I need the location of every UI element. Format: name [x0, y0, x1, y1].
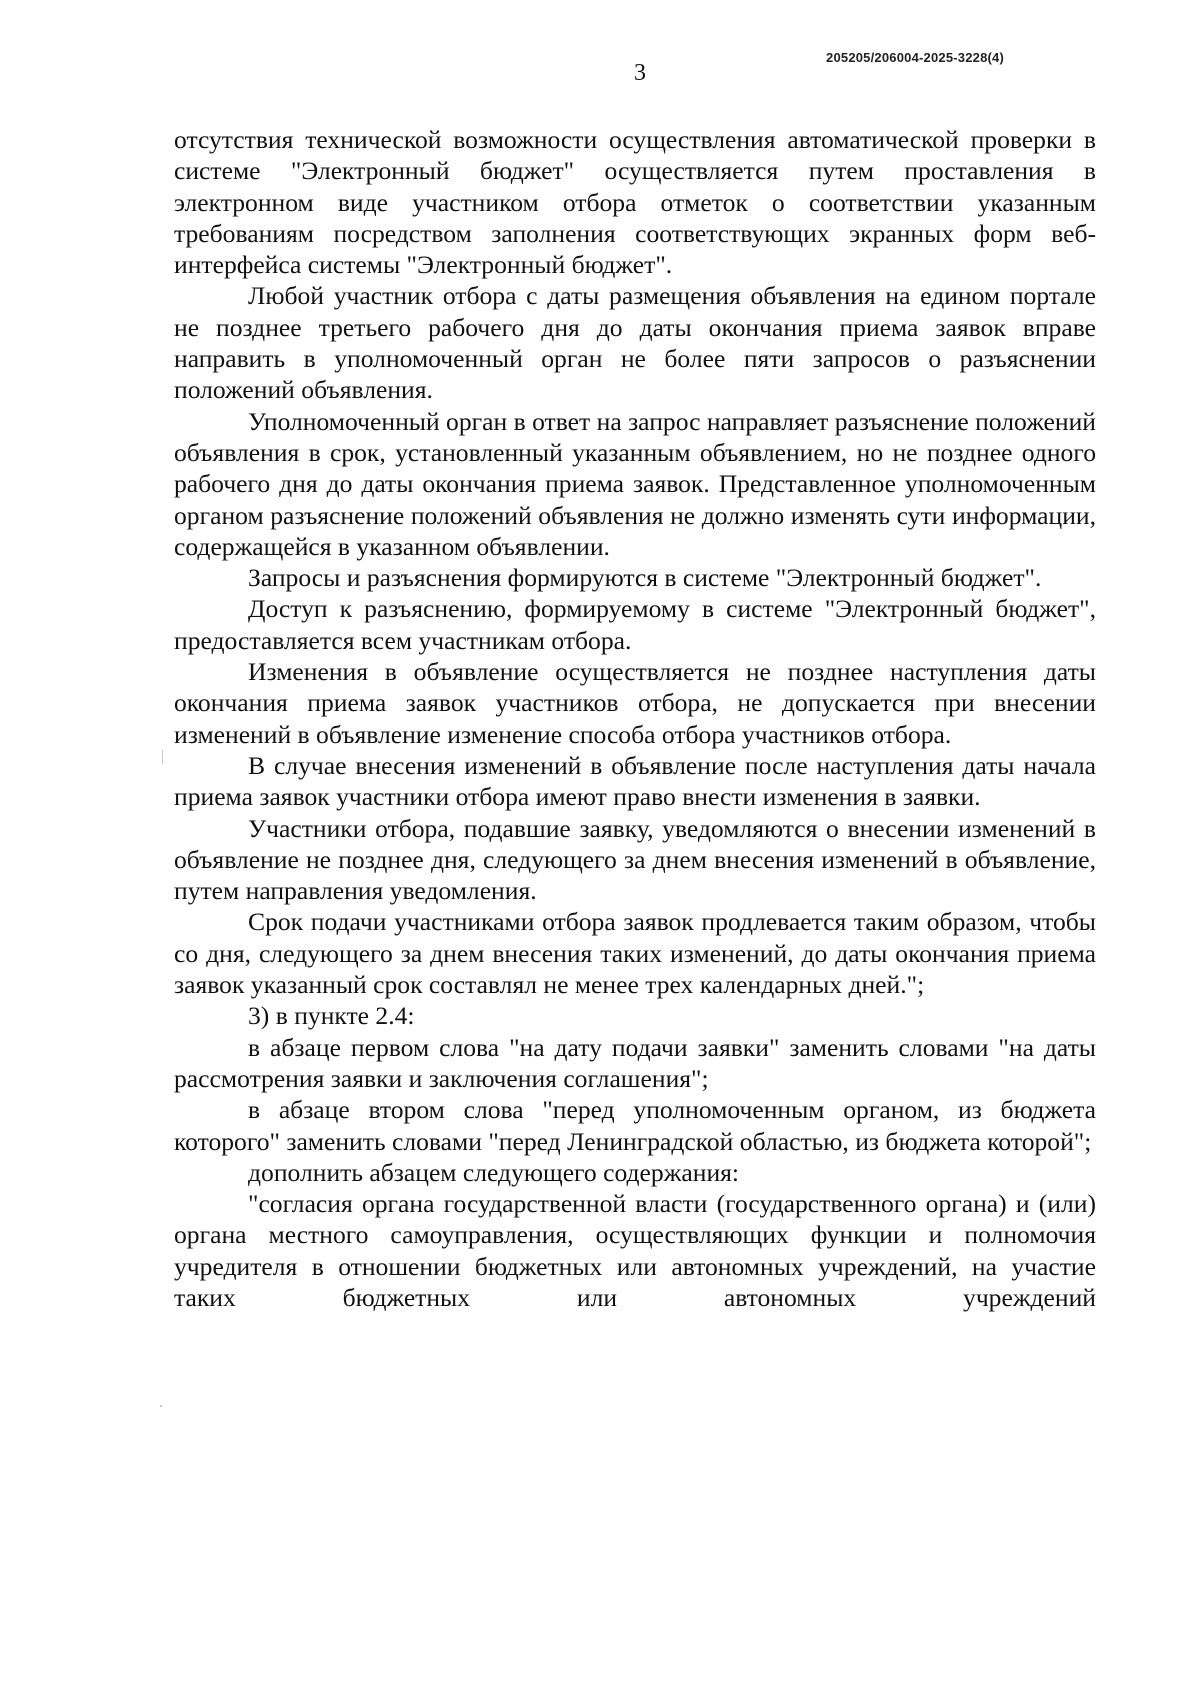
- paragraph: Уполномоченный орган в ответ на запрос направляет разъяснение положений объявления в срок, установленный указанным объявлением, но не позднее одного рабочего дня до даты окончания приема заявок. Представленное уполномоченным органом разъяснение положений объявления не должно изменять сути информации, содержащейся в указанном объявлении.: [174, 406, 1096, 561]
- paragraph: дополнить абзацем следующего содержания:: [248, 1157, 740, 1187]
- paragraph: в абзаце втором слова "перед уполномоченным органом, из бюджета которого" заменить словами "перед Ленинградской областью, из бюджета которой";: [174, 1095, 1096, 1156]
- paragraph: Любой участник отбора с даты размещения объявления на едином портале не позднее третьего рабочего дня до даты окончания приема заявок вправе направить в уполномоченный орган не более пяти запросов о разъяснении положений объявления.: [174, 281, 1096, 405]
- paragraph: отсутствия технической возможности осуществления автоматической проверки в системе "Электронный бюджет" осуществляется путем проставления в электронном виде участником отбора отметок о соответствии указанным требованиям посредством заполнения соответствующих экранных форм веб-интерфейса системы "Электронный бюджет".: [174, 125, 1096, 280]
- page-number: 3: [634, 60, 646, 86]
- paragraph: Срок подачи участниками отбора заявок продлевается таким образом, чтобы со дня, следующего за днем внесения таких изменений, до даты окончания приема заявок указанный срок составлял не менее трех календарных дней.";: [174, 907, 1096, 1000]
- paragraph: 3) в пункте 2.4:: [248, 1001, 415, 1031]
- paragraph: Доступ к разъяснению, формируемому в системе "Электронный бюджет", предоставляется всем участникам отбора.: [174, 594, 1096, 655]
- paragraph: В случае внесения изменений в объявление после наступления даты начала приема заявок участники отбора имеют право внести изменения в заявки.: [174, 750, 1096, 812]
- paragraph: Запросы и разъяснения формируются в системе "Электронный бюджет".: [248, 563, 1042, 593]
- paragraph: "согласия органа государственной власти (государственного органа) и (или) органа местного самоуправления, осуществляющих функции и полномочия учредителя в отношении бюджетных или автономных учреждений, на участие таких бюджетных или автономных учреждений: [174, 1189, 1096, 1312]
- paragraph: Изменения в объявление осуществляется не позднее наступления даты окончания приема заявок участников отбора, не допускается при внесении изменений в объявление изменение способа отбора участников отбора.: [174, 657, 1096, 749]
- scan-mark: [160, 1405, 162, 1407]
- document-body: [174, 124, 1096, 1313]
- paragraph: в абзаце первом слова "на дату подачи заявки" заменить словами "на даты рассмотрения заявки и заключения соглашения";: [174, 1032, 1096, 1093]
- paragraph: Участники отбора, подавшие заявку, уведомляются о внесении изменений в объявление не позднее дня, следующего за днем внесения изменений в объявление, путем направления уведомления.: [174, 813, 1096, 906]
- registration-number: 205205/206004-2025-3228(4): [826, 50, 1004, 65]
- scan-mark: [162, 750, 163, 764]
